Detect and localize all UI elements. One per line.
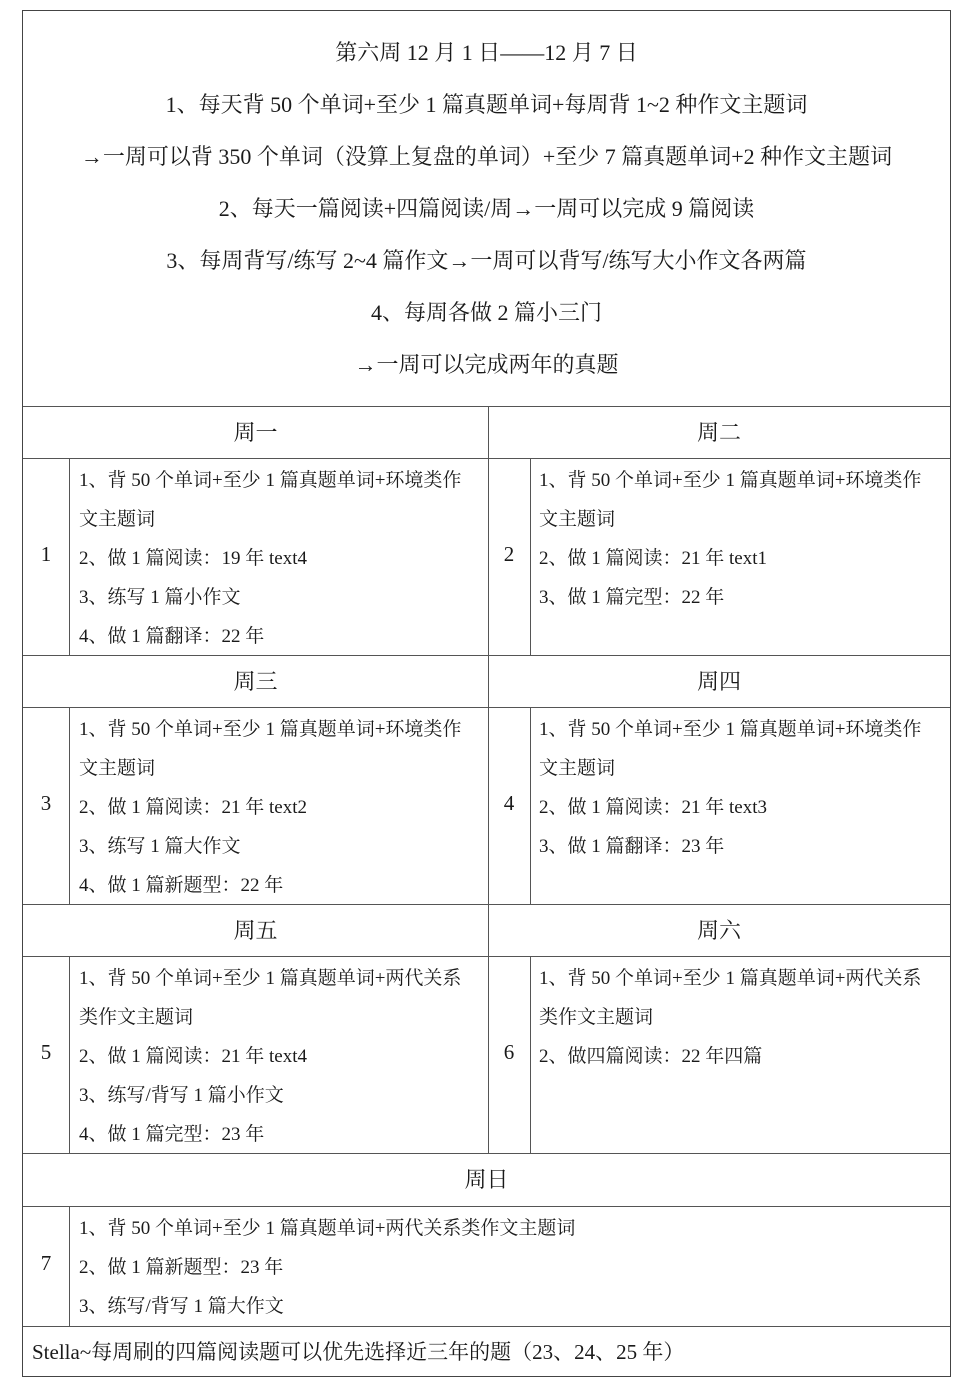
goal-vocab-result: →一周可以背 350 个单词（没算上复盘的单词）+至少 7 篇真题单词+2 种作文主题词	[80, 144, 893, 169]
task-item: 2、做 1 篇新题型：23 年	[79, 1257, 284, 1278]
task-item: 2、做 1 篇阅读：21 年 text2	[79, 797, 307, 818]
day-heading-wednesday: 周三	[233, 669, 278, 694]
day-number: 3	[40, 791, 52, 815]
day-number: 4	[503, 791, 515, 815]
task-item: 3、练写/背写 1 篇大作文	[79, 1296, 284, 1317]
tuesday-task-list	[539, 461, 921, 617]
task-item: 3、练写/背写 1 篇小作文	[79, 1085, 284, 1106]
thursday-task-list	[539, 710, 921, 866]
column-divider	[69, 956, 70, 1153]
task-item: 3、练写 1 篇大作文	[79, 836, 241, 857]
task-item: 类作文主题词	[539, 1007, 654, 1028]
column-divider	[530, 458, 531, 655]
day-number: 6	[503, 1040, 515, 1064]
goal-reading: 2、每天一篇阅读+四篇阅读/周→一周可以完成 9 篇阅读	[218, 196, 755, 221]
task-item: 文主题词	[79, 509, 156, 530]
task-item: 类作文主题词	[79, 1007, 194, 1028]
study-plan-table	[22, 10, 951, 1377]
task-item: 1、背 50 个单词+至少 1 篇真题单词+环境类作	[539, 470, 922, 491]
task-item: 4、做 1 篇完型：23 年	[79, 1124, 265, 1145]
divider	[23, 1206, 950, 1207]
friday-task-list	[79, 959, 461, 1154]
goal-minor-sections: 4、每周各做 2 篇小三门	[370, 300, 602, 325]
task-item: 1、背 50 个单词+至少 1 篇真题单词+两代关系类作文主题词	[79, 1218, 576, 1239]
day-number: 2	[503, 542, 515, 566]
day-heading-thursday: 周四	[696, 669, 741, 694]
day-number: 7	[40, 1251, 52, 1275]
task-item: 2、做 1 篇阅读：21 年 text4	[79, 1046, 307, 1067]
task-item: 文主题词	[539, 758, 616, 779]
footer-note: Stella~每周刷的四篇阅读题可以优先选择近三年的题（23、24、25 年）	[32, 1340, 685, 1364]
task-item: 2、做四篇阅读：22 年四篇	[539, 1046, 763, 1067]
task-item: 文主题词	[79, 758, 156, 779]
day-number: 5	[40, 1040, 52, 1064]
task-item: 3、练写 1 篇小作文	[79, 587, 241, 608]
task-item: 2、做 1 篇阅读：19 年 text4	[79, 548, 307, 569]
task-item: 4、做 1 篇翻译：22 年	[79, 626, 265, 647]
day-number: 1	[40, 542, 52, 566]
task-item: 3、做 1 篇翻译：23 年	[539, 836, 725, 857]
task-item: 2、做 1 篇阅读：21 年 text3	[539, 797, 767, 818]
wednesday-task-list	[79, 710, 461, 905]
task-item: 4、做 1 篇新题型：22 年	[79, 875, 284, 896]
column-divider	[530, 707, 531, 904]
task-item: 1、背 50 个单词+至少 1 篇真题单词+两代关系	[79, 968, 462, 989]
day-heading-friday: 周五	[233, 918, 278, 943]
goal-vocab: 1、每天背 50 个单词+至少 1 篇真题单词+每周背 1~2 种作文主题词	[165, 92, 808, 117]
task-item: 1、背 50 个单词+至少 1 篇真题单词+环境类作	[539, 719, 922, 740]
task-item: 文主题词	[539, 509, 616, 530]
day-heading-saturday: 周六	[696, 918, 741, 943]
task-item: 3、做 1 篇完型：22 年	[539, 587, 725, 608]
day-heading-monday: 周一	[233, 420, 278, 445]
day-heading-tuesday: 周二	[696, 420, 741, 445]
task-item: 1、背 50 个单词+至少 1 篇真题单词+两代关系	[539, 968, 922, 989]
column-divider	[69, 458, 70, 655]
column-divider	[69, 1206, 70, 1326]
sunday-task-list	[79, 1209, 575, 1326]
day-heading-sunday: 周日	[464, 1167, 509, 1192]
task-item: 1、背 50 个单词+至少 1 篇真题单词+环境类作	[79, 470, 462, 491]
goal-writing: 3、每周背写/练写 2~4 篇作文→一周可以背写/练写大小作文各两篇	[166, 248, 807, 273]
column-divider	[530, 956, 531, 1153]
monday-task-list	[79, 461, 461, 656]
task-item: 1、背 50 个单词+至少 1 篇真题单词+环境类作	[79, 719, 462, 740]
divider	[23, 1326, 950, 1327]
week-title: 第六周 12 月 1 日——12 月 7 日	[335, 40, 638, 65]
saturday-task-list	[539, 959, 921, 1076]
task-item: 2、做 1 篇阅读：21 年 text1	[539, 548, 767, 569]
goal-result: →一周可以完成两年的真题	[354, 352, 619, 377]
column-divider	[69, 707, 70, 904]
